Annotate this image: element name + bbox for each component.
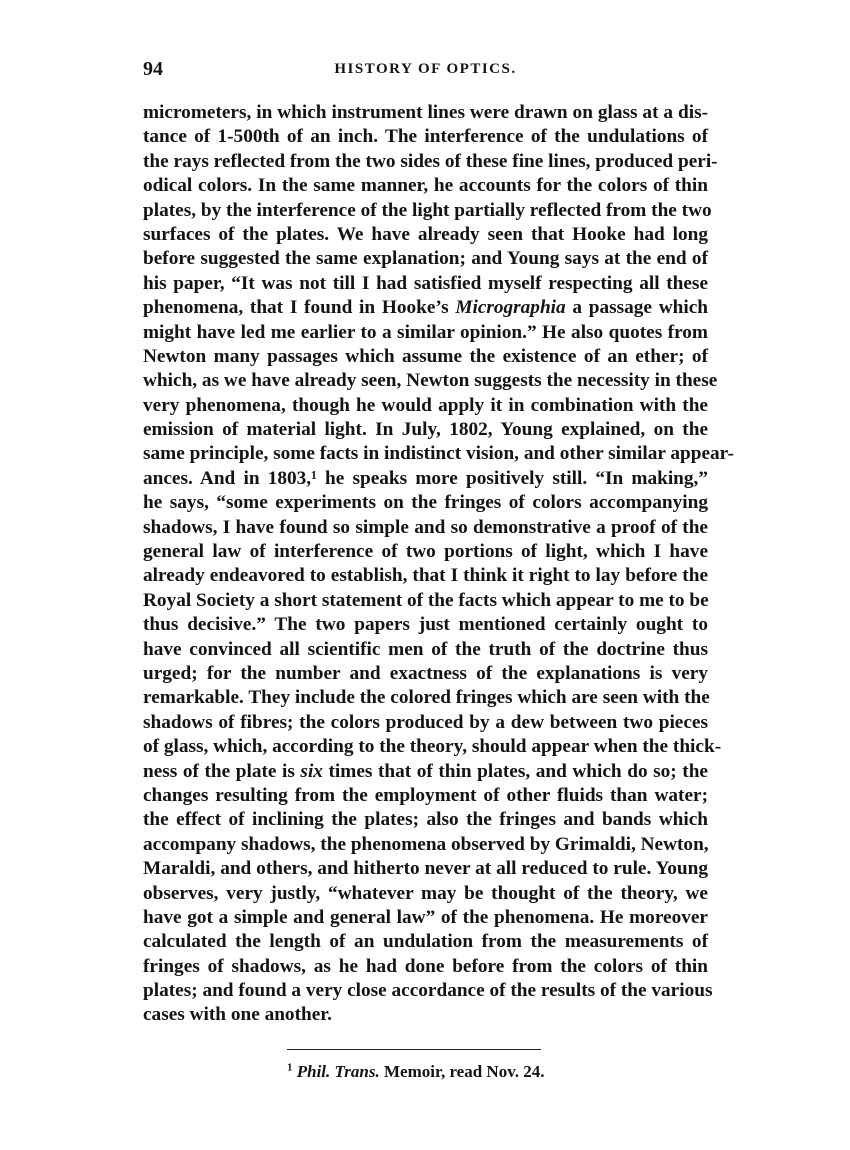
text-line: already endeavored to establish, that I think it right to lay before the <box>143 565 708 587</box>
text-line: plates; and found a very close accordance of the results of the various <box>143 980 713 1002</box>
text-line: calculated the length of an undulation from the measurements of <box>143 931 708 953</box>
text-line: tance of 1-500th of an inch. The interference of the undulations of <box>143 126 708 148</box>
page-header <box>143 58 708 84</box>
text-line: have convinced all scientific men of the truth of the doctrine thus <box>143 638 708 660</box>
footnote-source: Phil. Trans. <box>296 1062 380 1081</box>
footnote-marker: 1 <box>287 1061 293 1074</box>
footnote-text: Memoir, read Nov. 24. <box>383 1062 545 1081</box>
text-line: emission of material light. In July, 1802, Young explained, on the <box>143 419 708 441</box>
text-line: the rays reflected from the two sides of these fine lines, produced peri- <box>143 150 718 172</box>
text-line: very phenomena, though he would apply it in combination with the <box>143 394 708 416</box>
text-line: ness of the plate is six times that of thin plates, and which do so; the <box>143 760 708 782</box>
text-line: of glass, which, according to the theory, should appear when the thick- <box>143 736 722 758</box>
text-line: shadows of fibres; the colors produced by a dew between two pieces <box>143 711 708 733</box>
text-line: might have led me earlier to a similar opinion.” He also quotes from <box>143 321 708 343</box>
text-line: remarkable. They include the colored fringes which are seen with the <box>143 687 710 709</box>
page-number: 94 <box>143 58 163 80</box>
text-line: fringes of shadows, as he had done before from the colors of thin <box>143 955 708 977</box>
text-line: Newton many passages which assume the existence of an ether; of <box>143 345 708 367</box>
text-line: have got a simple and general law” of the phenomena. He moreover <box>143 906 708 928</box>
text-line: odical colors. In the same manner, he accounts for the colors of thin <box>143 175 708 197</box>
text-line: thus decisive.” The two papers just mentioned certainly ought to <box>143 614 708 636</box>
text-line: surfaces of the plates. We have already seen that Hooke had long <box>143 223 708 245</box>
text-line: before suggested the same explanation; and Young says at the end of <box>143 248 708 270</box>
running-title: HISTORY OF OPTICS. <box>334 61 517 77</box>
text-line: his paper, “It was not till I had satisfied myself respecting all these <box>143 272 708 294</box>
text-line: changes resulting from the employment of other fluids than water; <box>143 784 708 806</box>
text-line: same principle, some facts in indistinct vision, and other similar appear- <box>143 443 734 465</box>
body-text <box>143 101 734 1028</box>
text-line: general law of interference of two portions of light, which I have <box>143 541 708 563</box>
footnote-rule <box>287 1049 541 1050</box>
text-line: plates, by the interference of the light partially reflected from the two <box>143 199 712 221</box>
text-line: Maraldi, and others, and hitherto never at all reduced to rule. Young <box>143 858 708 880</box>
text-line: urged; for the number and exactness of the explanations is very <box>143 662 708 684</box>
text-line: the effect of inclining the plates; also the fringes and bands which <box>143 809 708 831</box>
text-line: which, as we have already seen, Newton suggests the necessity in these <box>143 370 718 392</box>
text-line: observes, very justly, “whatever may be thought of the theory, we <box>143 882 708 904</box>
text-line: phenomena, that I found in Hooke’s Micrographia a passage which <box>143 297 708 319</box>
text-line: cases with one another. <box>143 1004 332 1026</box>
text-line: shadows, I have found so simple and so demonstrative a proof of the <box>143 516 708 538</box>
text-line: accompany shadows, the phenomena observed by Grimaldi, Newton, <box>143 833 709 855</box>
footnote <box>287 1062 545 1082</box>
text-line: micrometers, in which instrument lines were drawn on glass at a dis- <box>143 102 708 123</box>
text-line: ances. And in 1803,¹ he speaks more positively still. “In making,” <box>143 467 708 489</box>
text-line: he says, “some experiments on the fringes of colors accompanying <box>143 492 708 514</box>
text-line: Royal Society a short statement of the facts which appear to me to be <box>143 589 709 611</box>
